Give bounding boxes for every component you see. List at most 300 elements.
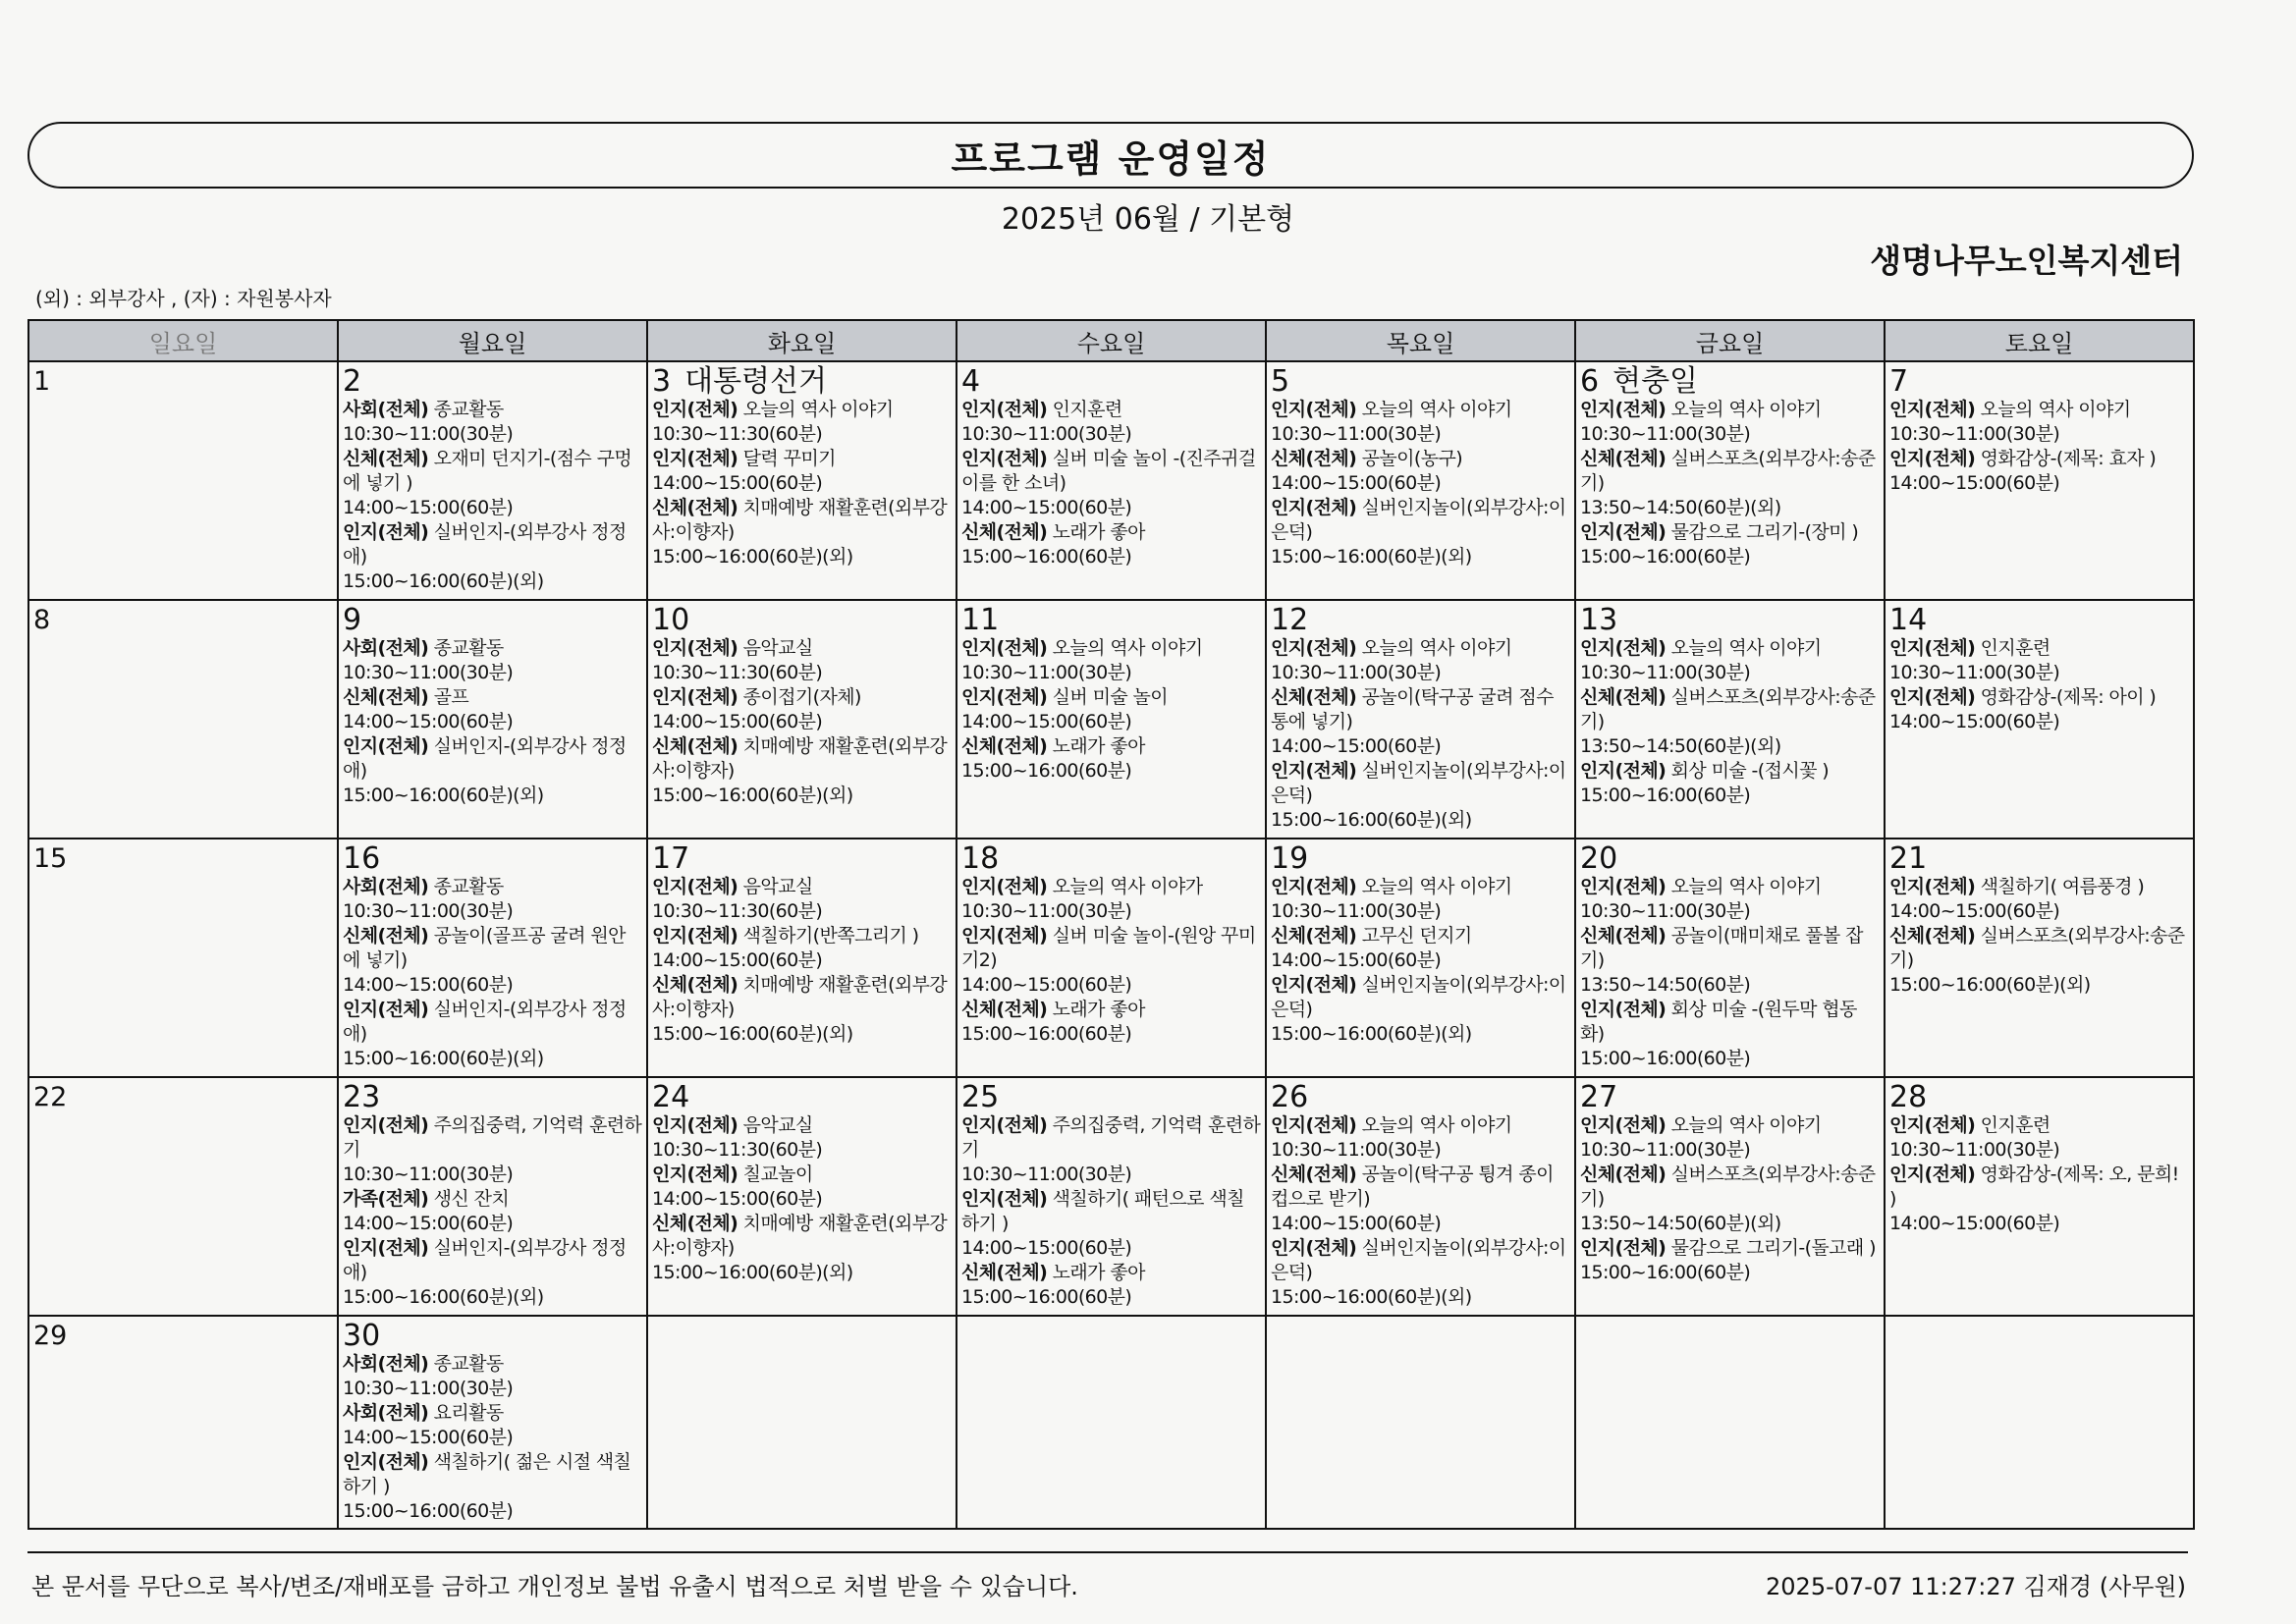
program-time: 15:00~16:00(60분)(외) <box>652 546 853 568</box>
program-name: 오재미 던지기-(점수 구멍에 넣기 ) <box>343 448 632 494</box>
program-category: 인지(전체) <box>1271 497 1357 518</box>
day-cell <box>28 839 338 1077</box>
program-name: 실버스포츠(외부강사:송준기) <box>1580 686 1876 732</box>
program-name: 물감으로 그리기-(돌고래 ) <box>1670 1237 1876 1259</box>
program-entry <box>961 1113 1261 1163</box>
day-number-value: 1 <box>33 366 51 397</box>
program-name: 노래가 좋아 <box>1052 521 1145 543</box>
program-category: 인지(전체) <box>961 1114 1048 1136</box>
day-cell <box>1885 600 2194 839</box>
day-cell <box>338 1077 647 1316</box>
program-category: 인지(전체) <box>652 1164 738 1185</box>
program-entry <box>343 924 642 973</box>
program-category: 인지(전체) <box>1580 1237 1667 1259</box>
program-category: 인지(전체) <box>1271 1237 1357 1259</box>
day-number-value: 5 <box>1271 364 1290 399</box>
program-name: 공놀이(탁구공 튕겨 종이컵으로 받기) <box>1271 1164 1554 1210</box>
program-name: 종교활동 <box>433 637 504 659</box>
program-name: 인지훈련 <box>1980 1114 2050 1136</box>
program-entry <box>1889 398 2189 422</box>
day-cell <box>28 600 338 839</box>
day-cell <box>1575 839 1885 1077</box>
program-time: 13:50~14:50(60분)(외) <box>1580 497 1781 518</box>
program-entry <box>343 734 642 784</box>
program-name: 실버인지-(외부강사 정정애) <box>343 1237 627 1283</box>
day-cell <box>1575 1316 1885 1529</box>
week-row <box>28 839 2194 1077</box>
program-category: 인지(전체) <box>1271 1114 1357 1136</box>
program-name: 물감으로 그리기-(장미 ) <box>1670 521 1859 543</box>
program-time: 15:00~16:00(60분) <box>961 1023 1132 1045</box>
program-category: 인지(전체) <box>961 1188 1048 1210</box>
day-number-value: 29 <box>33 1321 68 1351</box>
program-time: 10:30~11:30(60분) <box>652 662 823 683</box>
program-category: 인지(전체) <box>343 999 429 1020</box>
program-name: 오늘의 역사 이야가 <box>1052 876 1203 897</box>
program-name: 오늘의 역사 이야기 <box>742 399 894 420</box>
day-cell <box>1266 600 1575 839</box>
program-time: 14:00~15:00(60분) <box>1271 1213 1442 1234</box>
program-time: 15:00~16:00(60분) <box>961 760 1132 782</box>
program-category: 인지(전체) <box>1271 974 1357 996</box>
program-category: 인지(전체) <box>1580 637 1667 659</box>
program-time: 10:30~11:00(30분) <box>1580 1139 1751 1161</box>
program-category: 인지(전체) <box>652 876 738 897</box>
program-category: 인지(전체) <box>343 735 429 757</box>
program-category: 가족(전체) <box>343 1188 429 1210</box>
weekday-header-fri: 금요일 <box>1575 320 1885 361</box>
program-time: 10:30~11:00(30분) <box>343 423 514 445</box>
program-category: 신체(전체) <box>1271 925 1357 947</box>
program-category: 신체(전체) <box>1580 686 1667 708</box>
day-number <box>1271 605 1570 636</box>
program-category: 인지(전체) <box>961 876 1048 897</box>
program-category: 신체(전체) <box>1580 448 1667 469</box>
program-entry <box>961 924 1261 973</box>
organization-name: 생명나무노인복지센터 <box>1870 242 2183 280</box>
program-time: 14:00~15:00(60분) <box>961 974 1132 996</box>
program-entry <box>1889 924 2189 973</box>
day-number <box>1889 366 2189 398</box>
program-name: 실버인지-(외부강사 정정애) <box>343 521 627 568</box>
program-name: 공놀이(농구) <box>1361 448 1463 469</box>
day-cell <box>647 361 957 600</box>
day-number <box>1580 843 1880 875</box>
program-entry <box>1889 1163 2189 1212</box>
program-name: 종이접기(자체) <box>742 686 861 708</box>
program-entry <box>652 398 952 422</box>
program-category: 인지(전체) <box>652 448 738 469</box>
program-category: 인지(전체) <box>652 925 738 947</box>
program-name: 오늘의 역사 이야기 <box>1980 399 2131 420</box>
program-entry <box>652 636 952 661</box>
program-entry <box>1580 875 1880 899</box>
program-entry <box>961 1261 1261 1285</box>
day-number-value: 6 <box>1580 364 1600 399</box>
program-entry <box>1889 875 2189 899</box>
week-row <box>28 361 2194 600</box>
program-entry <box>652 734 952 784</box>
program-category: 인지(전체) <box>652 637 738 659</box>
day-number <box>652 366 952 398</box>
program-category: 인지(전체) <box>1580 876 1667 897</box>
program-category: 신체(전체) <box>1889 925 1976 947</box>
day-number <box>652 1082 952 1113</box>
program-name: 실버 미술 놀이 <box>1052 686 1169 708</box>
program-name: 칠교놀이 <box>742 1164 813 1185</box>
day-number <box>1271 843 1570 875</box>
weekday-header-mon: 월요일 <box>338 320 647 361</box>
program-time: 14:00~15:00(60분) <box>1889 711 2060 732</box>
day-number-value: 16 <box>343 841 381 876</box>
program-category: 신체(전체) <box>343 686 429 708</box>
day-number <box>1889 605 2189 636</box>
program-name: 색칠하기( 젊은 시절 색칠하기 ) <box>343 1451 631 1497</box>
program-name: 치매예방 재활훈련(외부강사:이향자) <box>652 735 948 782</box>
program-entry <box>343 1352 642 1377</box>
program-category: 인지(전체) <box>652 399 738 420</box>
day-number-value: 8 <box>33 605 51 635</box>
day-number <box>343 366 642 398</box>
program-time: 15:00~16:00(60분)(외) <box>1889 974 2091 996</box>
program-time: 10:30~11:00(30분) <box>961 900 1132 922</box>
day-cell <box>28 1077 338 1316</box>
program-category: 신체(전체) <box>1580 1164 1667 1185</box>
weekday-header-wed: 수요일 <box>957 320 1266 361</box>
program-entry <box>652 1212 952 1261</box>
program-name: 실버 미술 놀이-(원앙 꾸미기2) <box>961 925 1256 971</box>
program-entry <box>652 1163 952 1187</box>
day-number-value: 28 <box>1889 1080 1928 1114</box>
day-cell <box>28 361 338 600</box>
program-category: 인지(전체) <box>1580 760 1667 782</box>
program-entry <box>1271 1236 1570 1285</box>
program-entry <box>1580 447 1880 496</box>
program-name: 오늘의 역사 이야기 <box>1361 876 1512 897</box>
day-number-value: 13 <box>1580 603 1618 637</box>
day-cell <box>957 600 1266 839</box>
program-category: 인지(전체) <box>1889 637 1976 659</box>
program-category: 인지(전체) <box>961 399 1048 420</box>
program-time: 14:00~15:00(60분) <box>961 497 1132 518</box>
program-name: 영화감상-(제목: 효자 ) <box>1980 448 2157 469</box>
program-entry <box>961 685 1261 710</box>
program-time: 15:00~16:00(60분)(외) <box>652 1023 853 1045</box>
program-category: 신체(전체) <box>961 735 1048 757</box>
program-time: 14:00~15:00(60분) <box>343 1213 514 1234</box>
program-entry <box>343 685 642 710</box>
day-cell <box>957 1316 1266 1529</box>
program-name: 음악교실 <box>742 876 813 897</box>
day-cell <box>1575 600 1885 839</box>
program-time: 14:00~15:00(60분) <box>343 1427 514 1448</box>
program-name: 회상 미술 -(원두막 협동화) <box>1580 999 1857 1045</box>
program-name: 오늘의 역사 이야기 <box>1361 1114 1512 1136</box>
program-time: 15:00~16:00(60분) <box>1580 546 1751 568</box>
program-time: 10:30~11:00(30분) <box>343 1164 514 1185</box>
program-name: 요리활동 <box>433 1402 504 1424</box>
week-row <box>28 1077 2194 1316</box>
day-cell <box>338 1316 647 1529</box>
program-time: 10:30~11:00(30분) <box>1889 662 2060 683</box>
program-name: 실버인지놀이(외부강사:이은덕) <box>1271 497 1566 543</box>
program-entry <box>961 1187 1261 1236</box>
program-category: 인지(전체) <box>1889 1114 1976 1136</box>
program-entry <box>343 636 642 661</box>
program-name: 음악교실 <box>742 637 813 659</box>
program-name: 골프 <box>433 686 469 708</box>
day-number <box>652 605 952 636</box>
program-category: 신체(전체) <box>961 999 1048 1020</box>
program-time: 15:00~16:00(60분) <box>1580 785 1751 806</box>
day-number-value: 2 <box>343 364 362 399</box>
program-entry <box>961 447 1261 496</box>
program-name: 음악교실 <box>742 1114 813 1136</box>
week-row <box>28 1316 2194 1529</box>
program-category: 인지(전체) <box>1271 760 1357 782</box>
program-category: 사회(전체) <box>343 1402 429 1424</box>
day-cell <box>647 1316 957 1529</box>
day-number <box>961 605 1261 636</box>
program-entry <box>1580 520 1880 545</box>
day-number-value: 21 <box>1889 841 1928 876</box>
program-time: 14:00~15:00(60분) <box>1271 472 1442 494</box>
day-number-value: 20 <box>1580 841 1618 876</box>
footer-divider <box>27 1551 2188 1553</box>
program-name: 인지훈련 <box>1052 399 1122 420</box>
program-category: 인지(전체) <box>961 448 1048 469</box>
program-name: 오늘의 역사 이야기 <box>1670 637 1822 659</box>
program-name: 공놀이(매미채로 풀볼 잡기) <box>1580 925 1863 971</box>
program-time: 10:30~11:00(30분) <box>1271 1139 1442 1161</box>
program-name: 치매예방 재활훈련(외부강사:이향자) <box>652 974 948 1020</box>
program-category: 인지(전체) <box>652 686 738 708</box>
program-name: 색칠하기( 여름풍경 ) <box>1980 876 2145 897</box>
program-entry <box>1580 685 1880 734</box>
day-cell <box>647 600 957 839</box>
program-time: 15:00~16:00(60분)(외) <box>343 570 544 592</box>
program-name: 달력 꾸미기 <box>742 448 836 469</box>
program-category: 인지(전체) <box>1580 399 1667 420</box>
program-category: 인지(전체) <box>343 521 429 543</box>
program-entry <box>343 1236 642 1285</box>
program-category: 인지(전체) <box>961 637 1048 659</box>
program-entry <box>1889 447 2189 471</box>
day-number <box>343 1321 642 1352</box>
day-number-value: 4 <box>961 364 981 399</box>
program-time: 10:30~11:00(30분) <box>961 1164 1132 1185</box>
program-category: 인지(전체) <box>1889 686 1976 708</box>
program-name: 오늘의 역사 이야기 <box>1052 637 1203 659</box>
program-category: 신체(전체) <box>652 735 738 757</box>
program-time: 10:30~11:00(30분) <box>1271 423 1442 445</box>
program-entry <box>961 520 1261 545</box>
program-category: 인지(전체) <box>1889 876 1976 897</box>
day-number <box>1580 1082 1880 1113</box>
program-entry <box>1271 636 1570 661</box>
program-name: 실버스포츠(외부강사:송준기) <box>1580 1164 1876 1210</box>
day-number-value: 18 <box>961 841 1000 876</box>
weekday-header-tue: 화요일 <box>647 320 957 361</box>
day-number <box>1271 366 1570 398</box>
program-time: 14:00~15:00(60분) <box>961 1237 1132 1259</box>
program-time: 10:30~11:30(60분) <box>652 900 823 922</box>
day-number-value: 27 <box>1580 1080 1618 1114</box>
program-category: 신체(전체) <box>652 974 738 996</box>
program-category: 신체(전체) <box>652 1213 738 1234</box>
program-category: 인지(전체) <box>1580 521 1667 543</box>
program-time: 10:30~11:00(30분) <box>961 662 1132 683</box>
day-number-value: 17 <box>652 841 690 876</box>
day-cell <box>338 839 647 1077</box>
program-category: 신체(전체) <box>1271 1164 1357 1185</box>
day-cell <box>1885 1316 2194 1529</box>
day-number-value: 25 <box>961 1080 1000 1114</box>
program-time: 14:00~15:00(60분) <box>343 711 514 732</box>
program-name: 노래가 좋아 <box>1052 735 1145 757</box>
program-category: 인지(전체) <box>1271 399 1357 420</box>
program-time: 10:30~11:00(30분) <box>961 423 1132 445</box>
program-category: 인지(전체) <box>343 1237 429 1259</box>
program-name: 오늘의 역사 이야기 <box>1670 876 1822 897</box>
program-category: 인지(전체) <box>1271 637 1357 659</box>
day-cell <box>1885 839 2194 1077</box>
day-number <box>1889 843 2189 875</box>
program-entry <box>343 1450 642 1499</box>
weekday-header-sun: 일요일 <box>28 320 338 361</box>
program-entry <box>1580 1236 1880 1261</box>
day-cell <box>647 1077 957 1316</box>
day-cell <box>1575 1077 1885 1316</box>
program-name: 종교활동 <box>433 1353 504 1375</box>
day-cell <box>338 600 647 839</box>
program-entry <box>1580 759 1880 784</box>
program-time: 10:30~11:00(30분) <box>343 1378 514 1399</box>
day-number <box>33 843 333 875</box>
day-number <box>1889 1082 2189 1113</box>
program-time: 15:00~16:00(60분)(외) <box>343 1286 544 1308</box>
program-name: 치매예방 재활훈련(외부강사:이향자) <box>652 1213 948 1259</box>
program-category: 신체(전체) <box>1271 686 1357 708</box>
program-name: 공놀이(골프공 굴려 원안에 넣기) <box>343 925 626 971</box>
page-title: 프로그램 운영일정 <box>951 136 1271 181</box>
program-entry <box>652 685 952 710</box>
program-category: 신체(전체) <box>343 448 429 469</box>
program-name: 생신 잔치 <box>433 1188 510 1210</box>
program-name: 인지훈련 <box>1980 637 2050 659</box>
program-time: 14:00~15:00(60분) <box>343 974 514 996</box>
program-category: 인지(전체) <box>343 1451 429 1473</box>
day-number-value: 14 <box>1889 603 1928 637</box>
day-cell <box>957 1077 1266 1316</box>
day-cell <box>1266 839 1575 1077</box>
program-name: 실버 미술 놀이 -(진주귀걸이를 한 소녀) <box>961 448 1256 494</box>
program-category: 신체(전체) <box>652 497 738 518</box>
program-entry <box>961 998 1261 1022</box>
day-cell <box>1575 361 1885 600</box>
program-name: 영화감상-(제목: 오, 문희! ) <box>1889 1164 2179 1210</box>
program-name: 영화감상-(제목: 아이 ) <box>1980 686 2157 708</box>
program-entry <box>652 447 952 471</box>
program-time: 14:00~15:00(60분) <box>1889 900 2060 922</box>
program-entry <box>652 1113 952 1138</box>
program-name: 고무신 던지기 <box>1361 925 1472 947</box>
program-entry <box>343 398 642 422</box>
calendar-table <box>27 319 2195 1530</box>
program-time: 10:30~11:30(60분) <box>652 1139 823 1161</box>
program-category: 신체(전체) <box>1580 925 1667 947</box>
day-number <box>33 605 333 636</box>
program-time: 15:00~16:00(60분) <box>961 1286 1132 1308</box>
program-time: 10:30~11:00(30분) <box>1271 900 1442 922</box>
program-time: 10:30~11:00(30분) <box>343 662 514 683</box>
program-name: 실버인지놀이(외부강사:이은덕) <box>1271 974 1566 1020</box>
week-row <box>28 600 2194 839</box>
program-time: 15:00~16:00(60분)(외) <box>652 785 853 806</box>
program-entry <box>961 875 1261 899</box>
program-time: 10:30~11:30(60분) <box>652 423 823 445</box>
program-name: 공놀이(탁구공 굴려 점수통에 넣기) <box>1271 686 1554 732</box>
program-time: 14:00~15:00(60분) <box>343 497 514 518</box>
program-entry <box>343 447 642 496</box>
day-number <box>1580 605 1880 636</box>
day-number <box>343 1082 642 1113</box>
day-number <box>33 1082 333 1113</box>
program-time: 14:00~15:00(60분) <box>652 949 823 971</box>
program-name: 실버스포츠(외부강사:송준기) <box>1889 925 2185 971</box>
weekday-header-thu: 목요일 <box>1266 320 1575 361</box>
program-entry <box>343 1113 642 1163</box>
day-cell <box>1266 1077 1575 1316</box>
program-time: 15:00~16:00(60분)(외) <box>652 1262 853 1283</box>
program-category: 인지(전체) <box>961 686 1048 708</box>
program-time: 10:30~11:00(30분) <box>1580 423 1751 445</box>
program-category: 인지(전체) <box>343 1114 429 1136</box>
day-cell <box>1885 1077 2194 1316</box>
program-time: 15:00~16:00(60분)(외) <box>343 1048 544 1069</box>
program-entry <box>1580 924 1880 973</box>
program-time: 15:00~16:00(60분)(외) <box>1271 1286 1472 1308</box>
day-number-value: 23 <box>343 1080 381 1114</box>
program-entry <box>1271 447 1570 471</box>
program-time: 13:50~14:50(60분)(외) <box>1580 735 1781 757</box>
program-name: 색칠하기(반쪽그리기 ) <box>742 925 919 947</box>
holiday-label: 대통령선거 <box>684 364 827 399</box>
day-number-value: 24 <box>652 1080 690 1114</box>
program-entry <box>1271 759 1570 808</box>
day-number-value: 9 <box>343 603 362 637</box>
program-entry <box>343 1401 642 1426</box>
program-entry <box>343 998 642 1047</box>
footer-notice: 본 문서를 무단으로 복사/변조/재배포를 금하고 개인정보 불법 유출시 법적으로 처벌 받을 수 있습니다. <box>31 1573 1078 1600</box>
program-time: 10:30~11:00(30분) <box>1580 900 1751 922</box>
day-number-value: 7 <box>1889 364 1909 399</box>
program-time: 15:00~16:00(60분)(외) <box>1271 809 1472 831</box>
program-entry <box>1580 1163 1880 1212</box>
day-cell <box>957 361 1266 600</box>
program-entry <box>1271 1113 1570 1138</box>
program-name: 종교활동 <box>433 876 504 897</box>
program-entry <box>961 636 1261 661</box>
program-time: 15:00~16:00(60분)(외) <box>1271 1023 1472 1045</box>
day-cell <box>1885 361 2194 600</box>
program-name: 종교활동 <box>433 399 504 420</box>
program-name: 색칠하기( 패턴으로 색칠하기 ) <box>961 1188 1244 1234</box>
program-category: 인지(전체) <box>961 925 1048 947</box>
program-category: 인지(전체) <box>1889 399 1976 420</box>
program-entry <box>1889 685 2189 710</box>
program-time: 14:00~15:00(60분) <box>652 1188 823 1210</box>
